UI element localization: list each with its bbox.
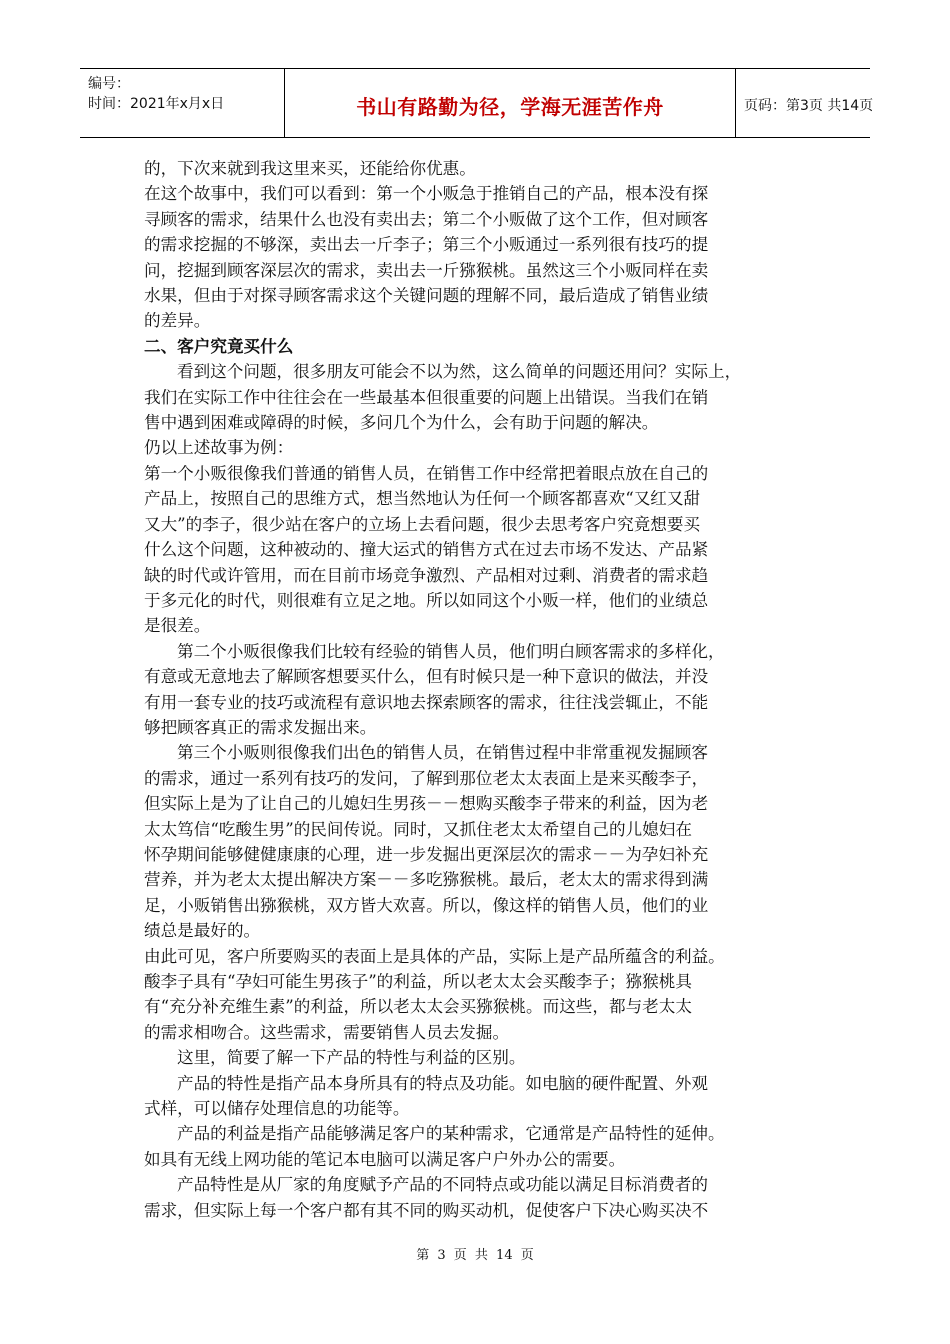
body-text-line: 寻顾客的需求，结果什么也没有卖出去；第二个小贩做了这个工作，但对顾客 <box>144 209 709 229</box>
header-page-cell <box>736 69 874 137</box>
body-text-line: 有“充分补充维生素”的利益，所以老太太会买猕猴桃。而这些，都与老太太 <box>144 997 692 1017</box>
body-text-line: 如具有无线上网功能的笔记本电脑可以满足客户户外办公的需要。 <box>144 1149 626 1169</box>
body-text-line: 看到这个问题，很多朋友可能会不以为然，这么简单的问题还用问？实际上， <box>177 362 742 382</box>
body-text-line: 的需求，通过一系列有技巧的发问，了解到那位老太太表面上是来买酸李子， <box>144 768 709 788</box>
body-text-line: 缺的时代或许管用，而在目前市场竞争激烈、产品相对过剩、消费者的需求趋 <box>144 565 709 585</box>
document-time-label: 时间：2021年x月x日 <box>88 96 225 112</box>
body-text-line: 怀孕期间能够健健康康的心理，进一步发掘出更深层次的需求－－为孕妇补充 <box>144 844 709 864</box>
document-body <box>144 156 802 1223</box>
body-text-line: 绩总是最好的。 <box>144 921 261 941</box>
body-text-line: 产品特性是从厂家的角度赋予产品的不同特点或功能以满足目标消费者的 <box>177 1175 708 1195</box>
body-text-line: 足，小贩销售出猕猴桃，双方皆大欢喜。所以，像这样的销售人员，他们的业 <box>144 895 709 915</box>
body-text-line: 产品上，按照自己的思维方式，想当然地认为任何一个顾客都喜欢“又红又甜 <box>144 489 701 509</box>
header-motto-cell <box>284 69 736 137</box>
body-text-line: 有用一套专业的技巧或流程有意识地去探索顾客的需求，往往浅尝辄止，不能 <box>144 692 709 712</box>
header-page-info: 页码：第3页 共14页 <box>744 98 874 114</box>
body-text-line: 仍以上述故事为例： <box>144 438 294 458</box>
body-text-line: 有意或无意地去了解顾客想要买什么，但有时候只是一种下意识的做法，并没 <box>144 667 709 687</box>
body-text-line: 于多元化的时代，则很难有立足之地。所以如同这个小贩一样，他们的业绩总 <box>144 590 709 610</box>
page-footer: 第 3 页 共 14 页 <box>416 1248 534 1263</box>
body-text-line: 由此可见，客户所要购买的表面上是具体的产品，实际上是产品所蕴含的利益。 <box>144 946 725 966</box>
page-header <box>80 68 874 138</box>
body-text-line: 的差异。 <box>144 311 211 331</box>
body-text-line: 第一个小贩很像我们普通的销售人员，在销售工作中经常把着眼点放在自己的 <box>144 463 709 483</box>
body-text-line: 需求，但实际上每一个客户都有其不同的购买动机，促使客户下决心购买决不 <box>144 1200 709 1220</box>
body-text-line: 第三个小贩则很像我们出色的销售人员，在销售过程中非常重视发掘顾客 <box>177 743 708 763</box>
body-text-line: 产品的特性是指产品本身所具有的特点及功能。如电脑的硬件配置、外观 <box>177 1073 708 1093</box>
document-number-label: 编号： <box>88 76 130 92</box>
body-text-line: 营养，并为老太太提出解决方案－－多吃猕猴桃。最后，老太太的需求得到满 <box>144 870 709 890</box>
body-text-line: 第二个小贩很像我们比较有经验的销售人员，他们明白顾客需求的多样化， <box>177 641 725 661</box>
body-text-line: 式样，可以储存处理信息的功能等。 <box>144 1099 410 1119</box>
header-meta-cell <box>80 69 284 137</box>
body-text-line: 的需求挖掘的不够深，卖出去一斤李子；第三个小贩通过一系列很有技巧的提 <box>144 235 709 255</box>
body-text-line: 这里，简要了解一下产品的特性与利益的区别。 <box>177 1048 526 1068</box>
body-text-line: 又大”的李子，很少站在客户的立场上去看问题，很少去思考客户究竟想要买 <box>144 514 701 534</box>
body-text-line: 什么这个问题，这种被动的、撞大运式的销售方式在过去市场不发达、产品紧 <box>144 540 709 560</box>
body-text-line: 但实际上是为了让自己的儿媳妇生男孩－－想购买酸李子带来的利益，因为老 <box>144 794 709 814</box>
body-text-line: 是很差。 <box>144 616 211 636</box>
body-text-line: 水果，但由于对探寻顾客需求这个关键问题的理解不同，最后造成了销售业绩 <box>144 286 709 306</box>
body-text-line: 的，下次来就到我这里来买，还能给你优惠。 <box>144 159 476 178</box>
header-motto: 书山有路勤为径，学海无涯苦作舟 <box>356 95 664 119</box>
section-heading: 二、客户究竟买什么 <box>144 336 294 356</box>
body-text-line: 我们在实际工作中往往会在一些最基本但很重要的问题上出错误。当我们在销 <box>144 387 709 407</box>
body-text-line: 酸李子具有“孕妇可能生男孩子”的利益，所以老太太会买酸李子；猕猴桃具 <box>144 972 692 991</box>
body-text-line: 产品的利益是指产品能够满足客户的某种需求，它通常是产品特性的延伸。 <box>177 1124 725 1144</box>
body-text-line: 售中遇到困难或障碍的时候，多问几个为什么，会有助于问题的解决。 <box>144 413 659 433</box>
body-text-line: 在这个故事中，我们可以看到：第一个小贩急于推销自己的产品，根本没有探 <box>144 184 709 204</box>
body-text-line: 够把顾客真正的需求发掘出来。 <box>144 717 377 737</box>
body-text-line: 的需求相吻合。这些需求，需要销售人员去发掘。 <box>144 1022 510 1042</box>
body-text-line: 问，挖掘到顾客深层次的需求，卖出去一斤猕猴桃。虽然这三个小贩同样在卖 <box>144 260 709 280</box>
body-text-line: 太太笃信“吃酸生男”的民间传说。同时，又抓住老太太希望自己的儿媳妇在 <box>144 819 692 839</box>
